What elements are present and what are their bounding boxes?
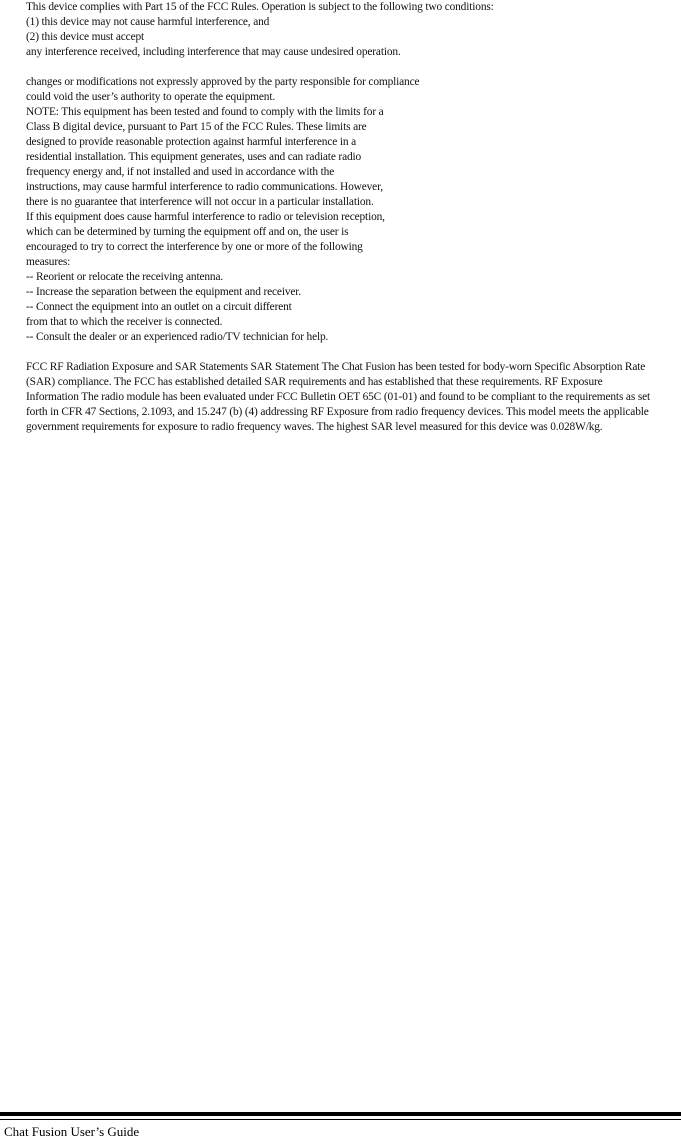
text-line: -- Consult the dealer or an experienced radio/TV technician for help. [26, 331, 329, 343]
text-line: This device complies with Part 15 of the FCC Rules. Operation is subject to the following two conditions: [26, 1, 494, 13]
text-line: any interference received, including interference that may cause undesired operation. [26, 46, 401, 58]
text-line: there is no guarantee that interference will not occur in a particular installation. [26, 196, 374, 208]
text-line: instructions, may cause harmful interference to radio communications. However, [26, 181, 383, 193]
sar-statement: FCC RF Radiation Exposure and SAR Statements SAR Statement The Chat Fusion has been tested for body-worn Specific Absorption Rate (SAR) compliance. The FCC has established detailed SAR requirements and has established that these requirements. RF Exposure Information The radio module has been evaluated under FCC Bulletin OET 65C (01-01) and found to be compliant to the requirements as set forth in CFR 47 Sections, 2.1093, and 15.247 (b) (4) addressing RF Exposure from radio frequency devices. This model meets the applicable government requirements for exposure to radio frequency waves. The highest SAR level measured for this device was 0.028W/kg. [26, 361, 651, 433]
footer-title: Chat Fusion User’s Guide [4, 1124, 140, 1139]
text-line: If this equipment does cause harmful interference to radio or television reception, [26, 211, 385, 223]
text-line: (2) this device must accept [26, 31, 145, 43]
text-line: Class B digital device, pursuant to Part 15 of the FCC Rules. These limits are [26, 121, 367, 133]
text-line: -- Connect the equipment into an outlet on a circuit different [26, 301, 292, 313]
text-line: which can be determined by turning the equipment off and on, the user is [26, 226, 349, 238]
interference-notice [26, 75, 656, 345]
text-line: residential installation. This equipment generates, uses and can radiate radio [26, 151, 362, 163]
fcc-compliance-statement [26, 0, 656, 60]
text-line: (1) this device may not cause harmful interference, and [26, 16, 270, 28]
footer-rule-thin [0, 1119, 681, 1120]
text-line: measures: [26, 256, 71, 268]
text-line: encouraged to try to correct the interference by one or more of the following [26, 241, 363, 253]
text-line: from that to which the receiver is connected. [26, 316, 223, 328]
text-line: -- Increase the separation between the equipment and receiver. [26, 286, 302, 298]
text-line: designed to provide reasonable protection against harmful interference in a [26, 136, 357, 148]
paragraph-gap [26, 60, 656, 75]
text-line: could void the user’s authority to operate the equipment. [26, 91, 276, 103]
text-line: frequency energy and, if not installed and used in accordance with the [26, 166, 335, 178]
paragraph-gap [26, 345, 656, 360]
document-body [26, 0, 656, 435]
text-line: -- Reorient or relocate the receiving antenna. [26, 271, 224, 283]
text-line: changes or modifications not expressly approved by the party responsible for compliance [26, 76, 420, 88]
text-line: NOTE: This equipment has been tested and found to comply with the limits for a [26, 106, 384, 118]
footer-rule-thick [0, 1112, 681, 1116]
